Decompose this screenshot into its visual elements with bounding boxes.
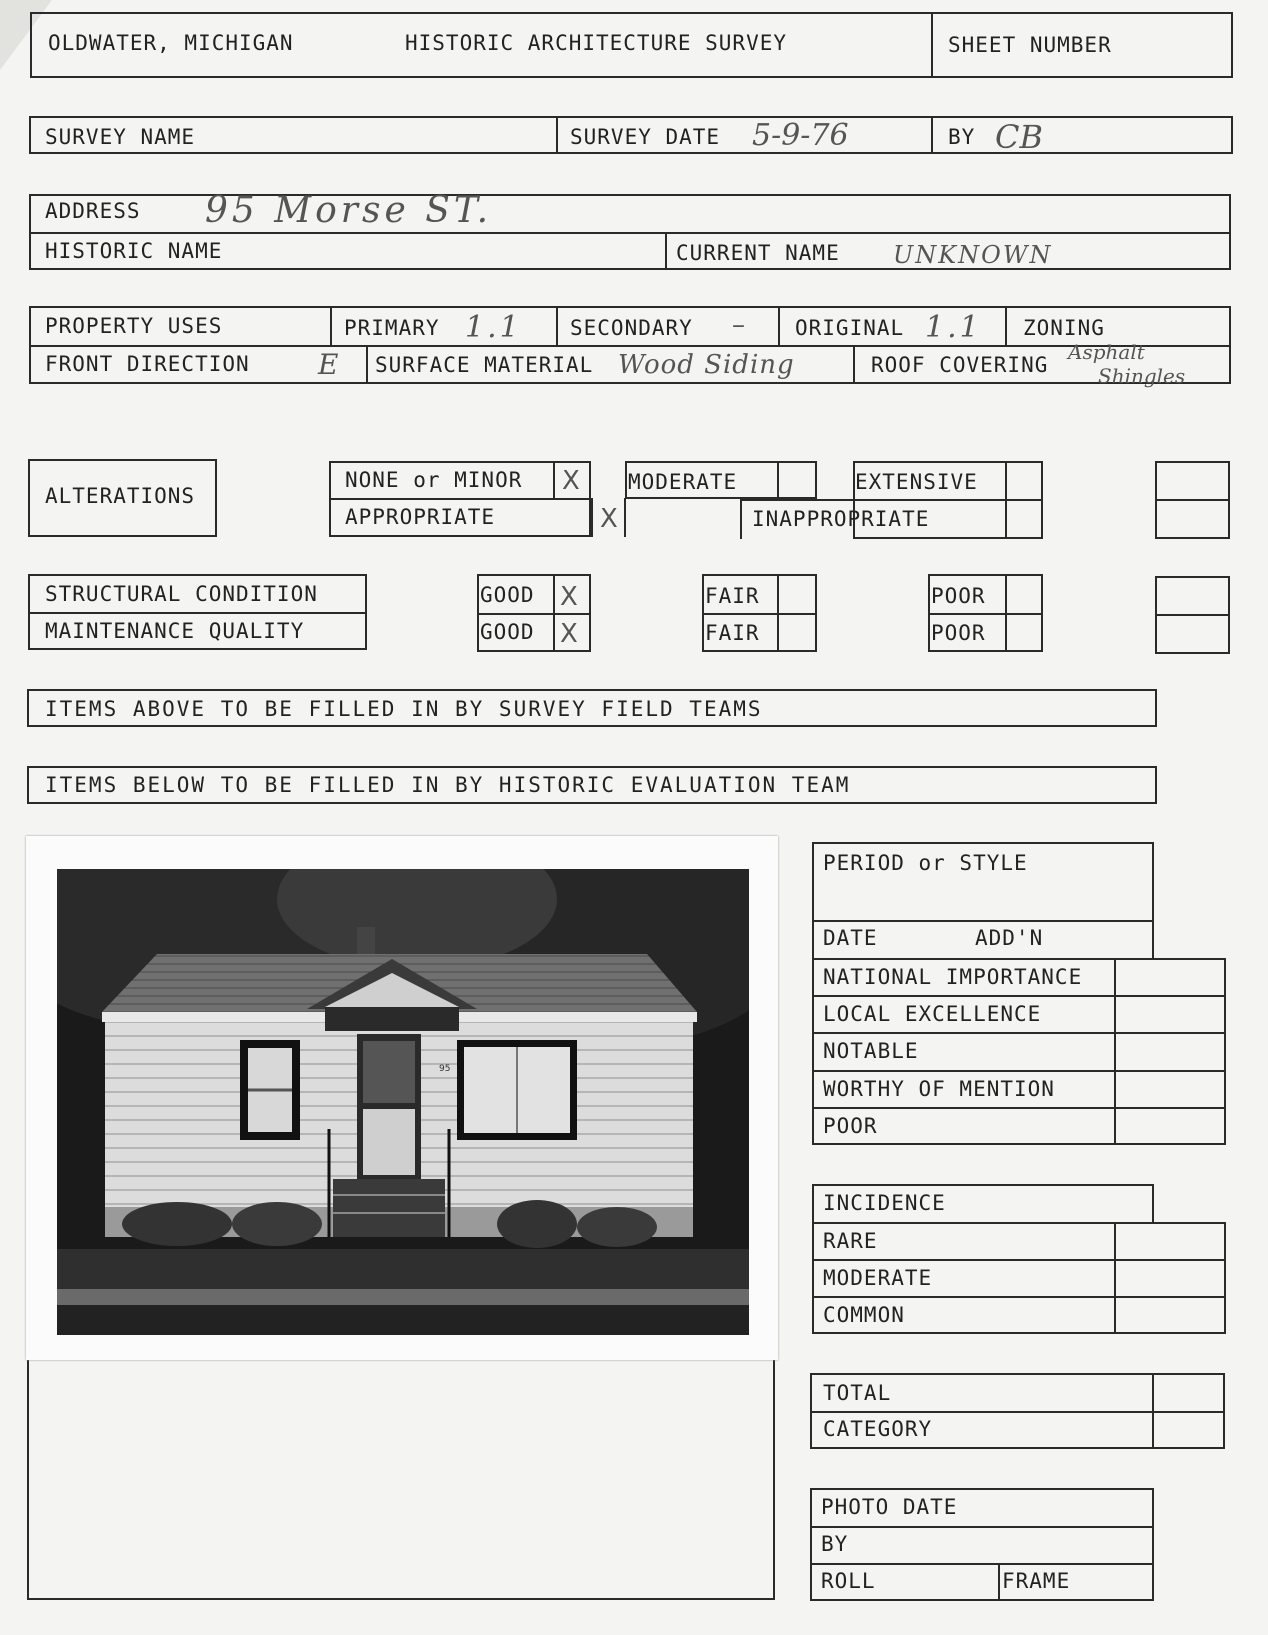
maintenance-good-label: GOOD [480, 620, 535, 644]
appropriate-label: APPROPRIATE [345, 505, 496, 529]
extensive-label: EXTENSIVE [855, 470, 978, 494]
national-importance-label: NATIONAL IMPORTANCE [823, 965, 1083, 989]
roll-label: ROLL [821, 1569, 876, 1593]
maintenance-poor-label: POOR [931, 621, 986, 645]
field-teams-note: ITEMS ABOVE TO BE FILLED IN BY SURVEY FIELD TEAMS [45, 697, 763, 721]
primary-label: PRIMARY [344, 316, 440, 340]
notable-label: NOTABLE [823, 1039, 919, 1063]
maintenance-quality-label: MAINTENANCE QUALITY [45, 619, 305, 643]
front-direction-value: E [318, 348, 339, 381]
survey-name-label: SURVEY NAME [45, 125, 196, 149]
survey-date-label: SURVEY DATE [570, 125, 721, 149]
property-uses-label: PROPERTY USES [45, 314, 223, 338]
poor-rating-label: POOR [823, 1114, 878, 1138]
surface-material-value: Wood Siding [618, 350, 795, 380]
addn-label: ADD'N [975, 926, 1044, 950]
original-label: ORIGINAL [795, 316, 905, 340]
incidence-label: INCIDENCE [823, 1191, 946, 1215]
appropriate-mark: X [600, 504, 618, 534]
secondary-label: SECONDARY [570, 316, 693, 340]
historic-name-label: HISTORIC NAME [45, 239, 223, 263]
roof-covering-value-1: Asphalt [1068, 340, 1145, 364]
survey-date-value: 5-9-76 [752, 118, 849, 153]
structural-fair-label: FAIR [705, 584, 760, 608]
photo-by-label: BY [821, 1532, 849, 1556]
house-photo-image [57, 869, 749, 1335]
roof-covering-value-2: Shingles [1098, 364, 1186, 388]
evaluation-team-note: ITEMS BELOW TO BE FILLED IN BY HISTORIC EVALUATION TEAM [45, 773, 851, 797]
current-name-value: UNKNOWN [893, 241, 1053, 269]
structural-good-mark: X [560, 582, 578, 612]
sheet-number-label: SHEET NUMBER [948, 33, 1112, 57]
frame-label: FRAME [1002, 1569, 1071, 1593]
total-label: TOTAL [823, 1381, 892, 1405]
current-name-label: CURRENT NAME [676, 241, 840, 265]
rare-label: RARE [823, 1229, 878, 1253]
inappropriate-label: INAPPROPRIATE [752, 507, 930, 531]
maintenance-fair-label: FAIR [705, 621, 760, 645]
moderate-label: MODERATE [628, 470, 738, 494]
by-value: CB [995, 118, 1043, 156]
structural-condition-label: STRUCTURAL CONDITION [45, 582, 318, 606]
roof-covering-label: ROOF COVERING [871, 353, 1049, 377]
location-label: OLDWATER, MICHIGAN [48, 31, 294, 55]
period-style-label: PERIOD or STYLE [823, 851, 1028, 875]
local-excellence-label: LOCAL EXCELLENCE [823, 1002, 1042, 1026]
structural-good-label: GOOD [480, 583, 535, 607]
address-label: ADDRESS [45, 199, 141, 223]
primary-value: 1.1 [465, 310, 522, 345]
worthy-of-mention-label: WORTHY OF MENTION [823, 1077, 1055, 1101]
house-photo [57, 869, 749, 1335]
house-number: 95 [439, 1064, 451, 1074]
moderate-incidence-label: MODERATE [823, 1266, 933, 1290]
address-value: 95 Morse ST. [205, 190, 493, 231]
original-value: 1.1 [925, 310, 982, 345]
none-minor-mark: X [562, 466, 580, 496]
zoning-label: ZONING [1023, 316, 1105, 340]
date-label: DATE [823, 926, 878, 950]
secondary-value: – [732, 310, 745, 340]
structural-poor-label: POOR [931, 584, 986, 608]
category-label: CATEGORY [823, 1417, 933, 1441]
maintenance-good-mark: X [560, 619, 578, 649]
front-direction-label: FRONT DIRECTION [45, 352, 250, 376]
surface-material-label: SURFACE MATERIAL [375, 353, 594, 377]
common-label: COMMON [823, 1303, 905, 1327]
photo-date-label: PHOTO DATE [821, 1495, 958, 1519]
by-label: BY [948, 125, 976, 149]
none-minor-label: NONE or MINOR [345, 468, 523, 492]
alterations-label: ALTERATIONS [45, 484, 196, 508]
form-title: HISTORIC ARCHITECTURE SURVEY [405, 31, 788, 55]
